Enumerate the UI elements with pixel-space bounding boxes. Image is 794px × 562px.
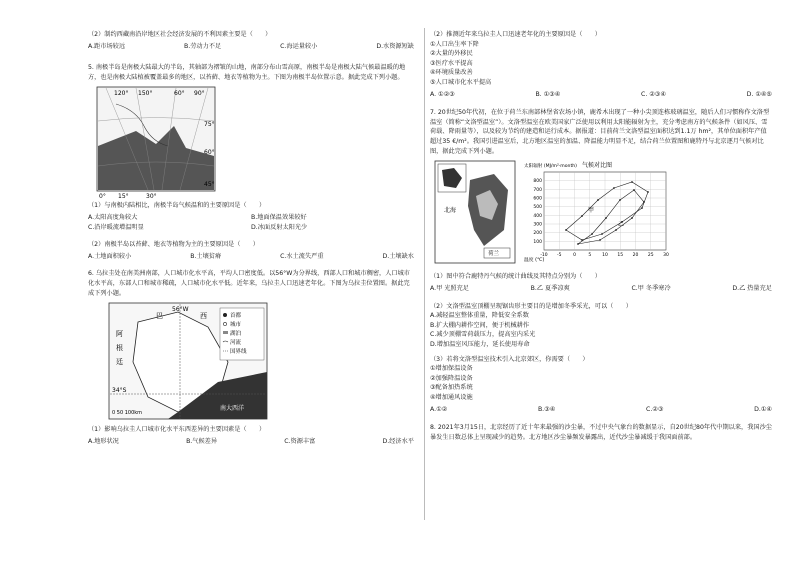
answer-options: [430, 405, 772, 415]
answer-options: [88, 42, 414, 52]
legend-label: 国界线: [230, 349, 247, 356]
statement-item: ⑤人口城市化水平提高: [430, 79, 492, 87]
statement-item: ③医疗水平提高: [430, 59, 473, 67]
legend-label: 河流: [230, 340, 242, 347]
answer-options: [88, 213, 414, 232]
x-tick-label: 30: [663, 253, 669, 259]
right-column: [430, 30, 772, 442]
statement-list: [430, 364, 772, 402]
country-label: 西: [200, 312, 207, 321]
question-text: （1）图中符合鹿特丹气候的统计曲线及其特点分别为（ ）: [430, 273, 601, 281]
statement-item: ④环境质量改善: [430, 69, 473, 77]
option-d: D. ①④⑤: [746, 90, 772, 98]
x-tick-label: -5: [557, 253, 562, 259]
y-axis-label: 太阳辐射 (MJ/m²·month): [524, 164, 577, 170]
question-passage-7: 7. 20世纪50年代初，在位于荷兰东南部林堡省农场小镇，鹿希木出现了一种小尖顶连栋玻璃温室，随后人们习惯称作文洛型温室（简称“文洛型温室”）。文洛型温室在欧美国家广泛使用以利用太阳能辐射为主，充分考虑南方的气候条件（如风压、雪荷载、降雨量等），以及较为节约的建造和运行成本。据报道：目前荷兰文洛型温室面积达到1.1万 hm²，其单位面积年产值超过35 €/m²。我国引进温室后，北方地区温室的加温、降温能力明显不足，结合荷兰位置图和鹿特丹与北京逐月气候对比图，据此完成下列小题。: [430, 109, 770, 155]
figure-row: [434, 160, 772, 268]
series-point: [631, 181, 633, 183]
x-tick-label: 5: [588, 253, 592, 259]
option-a: A.土地面积较小: [88, 252, 132, 260]
statement-item: ③配备加热系统: [430, 384, 473, 392]
lat-label: 45°: [204, 181, 215, 189]
y-tick-label: 300: [533, 222, 542, 228]
series-point: [641, 207, 643, 209]
option-b: B.地面保温效果较好: [251, 214, 307, 222]
x-tick-label: -10: [540, 253, 548, 259]
uruguay-map: [108, 302, 268, 422]
legend-label: 湖泊: [230, 331, 242, 338]
answer-options: [430, 90, 772, 100]
option-b: B.乙 夏季凉爽: [530, 284, 570, 292]
question-passage-5: 5. 南极半岛是南极大陆最大的半岛，其轴部为褶皱的山地，南部分布山雪高原，南极半岛是南极大陆气候最温暖的地方，也是南极大陆植被覆盖最多的地区，以苔藓、地衣等植物为主。下图为南极半岛位置示意。据此完成下列小题。: [88, 64, 406, 81]
y-tick-label: 400: [533, 214, 542, 220]
y-tick-label: 800: [533, 179, 542, 185]
option-d: D.土壤缺水: [382, 252, 414, 260]
option-c: C.②③: [646, 405, 664, 413]
series-point: [577, 243, 579, 245]
series-point: [647, 191, 649, 193]
option-c: C.减少顶棚雪荷载压力，提高室内采光: [430, 331, 536, 339]
series-point: [591, 233, 593, 235]
country-label: 廷: [116, 358, 123, 367]
question-passage-6: 6. 乌拉圭处在南美洲南部，人口城市化水平高，平均人口密度低。以56°W为分界线，西部人口和城市稠密，人口城市化水平高，东部人口和城市稀疏，人口城市化水平低。近年来，乌拉圭人口迅速老年化。下图为乌拉圭位置图。据此完成下列小题。: [88, 270, 410, 297]
question-text: （2）南极半岛以苔藓、地衣等植物为主的主要原因是（ ）: [88, 241, 259, 249]
option-a: A. ①②③: [430, 90, 455, 98]
bottom-label: 0°: [99, 193, 106, 199]
sea-label: 北海: [444, 207, 457, 215]
option-c: C.资源丰富: [284, 437, 316, 445]
lat-label: 75°: [204, 121, 215, 129]
y-tick-label: 200: [533, 231, 542, 237]
option-c: C.沿岸暖流增温明显: [88, 223, 144, 231]
column-divider: [424, 28, 425, 520]
climate-comparison-chart: [522, 160, 672, 264]
series-point: [631, 217, 633, 219]
lon-label: 60°: [174, 90, 185, 98]
map-legend: [220, 308, 264, 360]
country-label: 巴: [156, 312, 163, 321]
x-tick-label: 25: [647, 253, 654, 259]
x-tick-label: 20: [632, 253, 639, 259]
option-b: B.劳动力不足: [184, 42, 222, 50]
series-point: [601, 233, 603, 235]
country-label: 阿: [116, 330, 123, 339]
statement-list: [430, 40, 772, 88]
y-tick-label: 100: [533, 240, 542, 246]
bottom-label: 15°: [118, 193, 129, 199]
series-point: [643, 201, 645, 203]
option-a: A.太阳高度角较大: [88, 214, 138, 222]
legend-label: 首都: [230, 313, 242, 320]
series-point: [597, 199, 599, 201]
option-b: B.扩大棚内耕作空间，便于机械耕作: [430, 321, 530, 329]
series-point: [619, 199, 621, 201]
option-c: C.海运量较小: [280, 42, 318, 50]
lon-label: 150°: [138, 90, 153, 98]
question-text: （2）制约西藏南沿岸地区社会经济发展的不利因素主要是（ ）: [88, 31, 272, 38]
series-point: [633, 189, 635, 191]
statement-item: ②加强降温设备: [430, 374, 473, 382]
lon-label: 90°: [194, 90, 205, 98]
answer-options: [430, 311, 772, 349]
answer-options: [430, 284, 772, 294]
question-text: （1）与南极内陆相比，南极半岛气候温和的主要原因是（ ）: [88, 202, 266, 210]
x-tick-label: 10: [602, 253, 608, 259]
series-point: [613, 187, 615, 189]
answer-options: [88, 252, 414, 262]
option-b: B. ①③④: [535, 90, 561, 98]
scale-bar-label: 0 50 100km: [112, 410, 143, 417]
series-point: [565, 229, 567, 231]
series-point: [599, 239, 601, 241]
option-c: C.甲 冬季寒冷: [631, 284, 671, 292]
series-point: [605, 217, 607, 219]
antarctic-peninsula-map: [96, 86, 216, 198]
country-label: 荷兰: [488, 251, 500, 258]
question-text: （1）影响乌拉圭人口城市化水平东西差异的主要因素是（ ）: [88, 426, 266, 434]
option-a: A.减轻温室整体重量，降低安全系数: [430, 312, 529, 320]
series-point: [615, 229, 617, 231]
answer-options: [88, 437, 414, 447]
lat-label: 60°: [204, 149, 215, 157]
question-text: （2）文洛型温室顶棚呈现锯齿形主要目的是增加冬季采光，可以（ ）: [430, 302, 632, 310]
option-d: D.增加温室风压能力，延长使用寿命: [430, 340, 530, 348]
option-a: A.①②: [430, 405, 448, 413]
y-tick-label: 700: [533, 188, 542, 194]
country-label: 根: [116, 344, 123, 353]
lon-label: 120°: [114, 90, 129, 98]
series-point: [581, 215, 583, 217]
y-tick-label: 500: [533, 205, 542, 211]
x-axis-label: 温度 (℃): [524, 258, 545, 264]
legend-label: 城市: [230, 322, 242, 329]
option-b: B.③④: [537, 405, 556, 413]
lat-label: 34°S: [112, 387, 127, 395]
option-d: D.经济水平: [382, 437, 414, 445]
left-column: [88, 30, 414, 450]
statement-item: ②大量的外移民: [430, 50, 473, 58]
option-a: A.甲 光照充足: [430, 284, 469, 292]
option-a: A.地形状况: [88, 437, 119, 445]
series-label: 乙: [618, 221, 625, 229]
statement-item: ①增加保温设备: [430, 365, 473, 373]
question-text: （2）推测近年来乌拉圭人口迅速老年化的主要原因是（ ）: [430, 31, 601, 38]
option-b: B.气候差异: [186, 437, 218, 445]
option-a: A.距市场较远: [88, 42, 126, 50]
bottom-label: 30°: [146, 193, 157, 199]
x-tick-label: 0: [573, 253, 576, 259]
option-d: D.冰面反射太阳光少: [251, 223, 308, 231]
option-d: D.乙 热量充足: [732, 284, 772, 292]
statement-item: ①人口出生率下降: [430, 40, 479, 48]
option-c: C.水土流失严重: [280, 252, 324, 260]
option-d: D.①④: [754, 405, 772, 413]
question-text: （3）若将文洛型温室技术引入北京郊区，你需要（ ）: [430, 355, 589, 363]
sea-label: 南大西洋: [220, 405, 245, 413]
option-b: B.土壤贫瘠: [190, 252, 222, 260]
option-d: D.水资源短缺: [376, 42, 414, 50]
series-label: 甲: [588, 207, 595, 215]
question-passage-8: 8. 2021年3月15日，北京经历了近十年来最强的沙尘暴，不过中央气象台的数据显示，自20世纪80年代中期以来，我国沙尘暴发生日数总体上呈现减少的趋势。北方地区沙尘暴频发暴露出，近代沙尘暴减缓于我国面前部。: [430, 424, 772, 441]
lon-label: 56°W: [172, 306, 189, 314]
y-tick-label: 600: [533, 196, 542, 202]
lake-symbol: [223, 331, 228, 334]
x-tick-label: 15: [617, 253, 624, 259]
option-c: C. ②③④: [641, 90, 666, 98]
capital-symbol: [223, 313, 227, 317]
chart-title: 气候对比图: [581, 162, 613, 170]
statement-item: ④增加通风设施: [430, 394, 473, 402]
netherlands-map: [434, 160, 516, 264]
